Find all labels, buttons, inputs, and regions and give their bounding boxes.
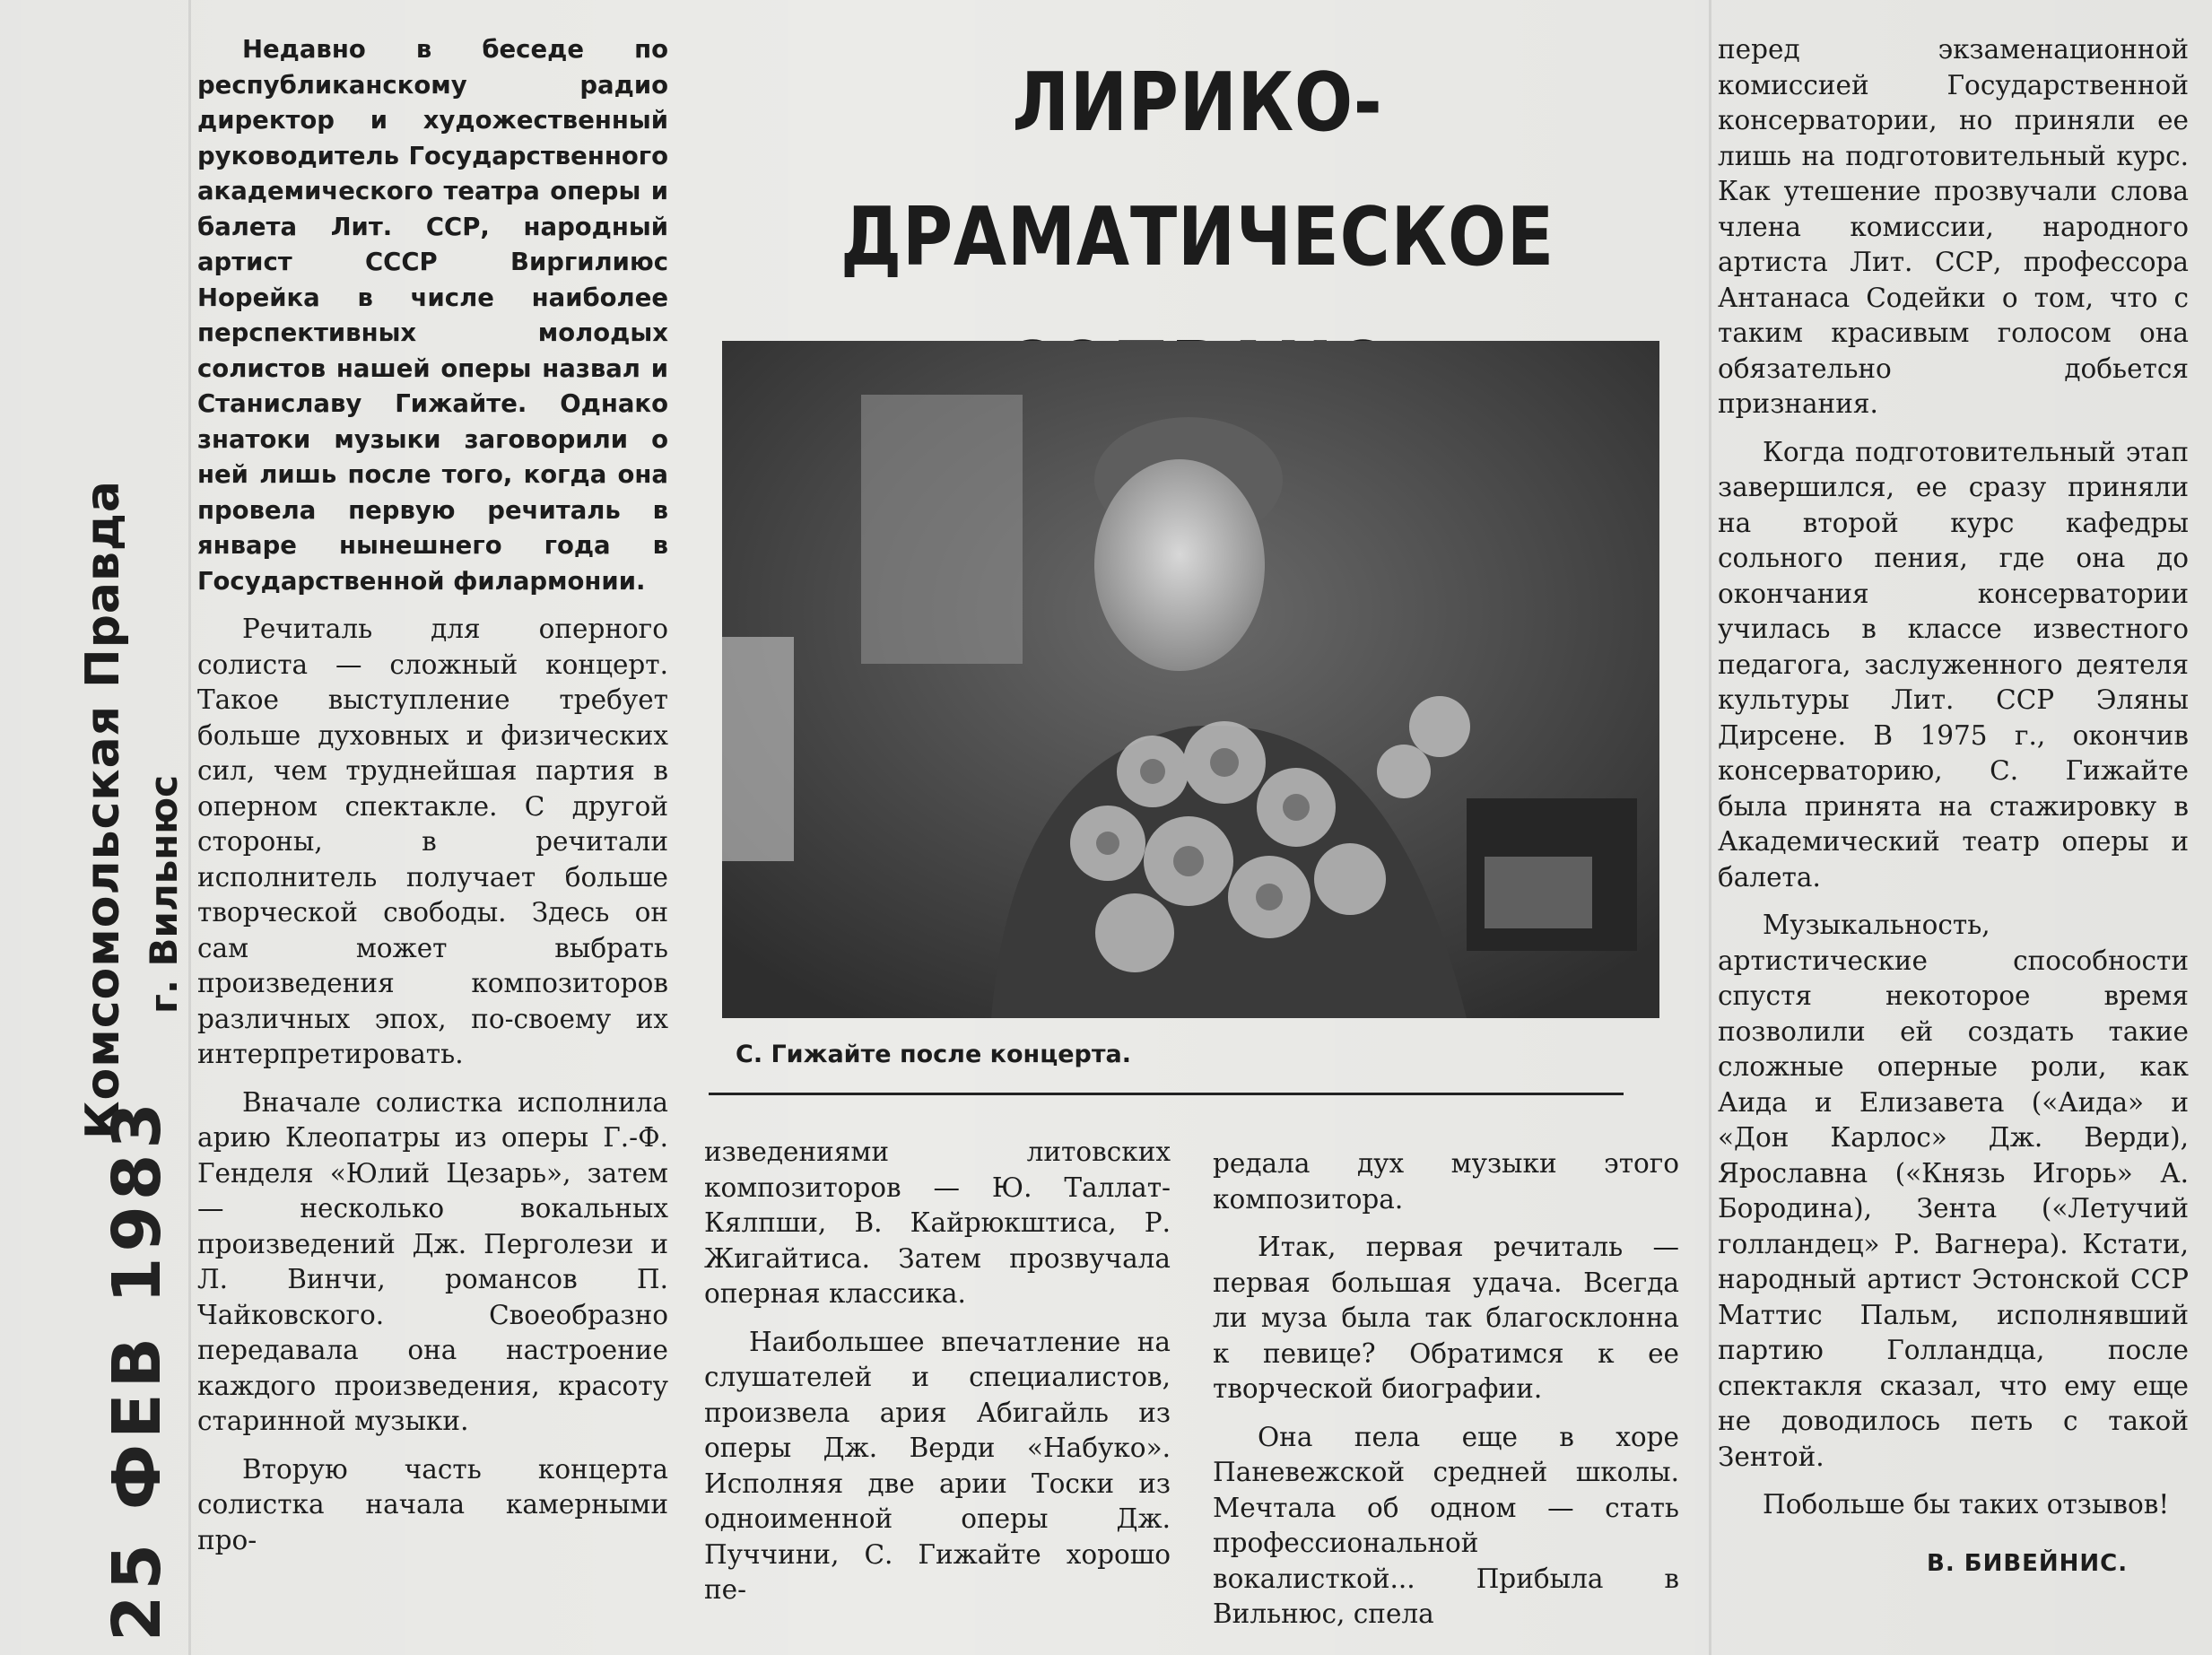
photo-caption: С. Гижайте после концерта. <box>736 1041 1131 1068</box>
stamp-newspaper-name: Комсомольская Правда <box>76 480 130 1139</box>
article-paragraph: Она пела еще в хоре Паневежской средней школы. Мечтала об одном — стать профессиональной вокалисткой... Прибыла в Вильнюс, спела <box>1213 1421 1679 1629</box>
article-paragraph: Итак, первая речиталь — первая большая удача. Всегда ли муза была так благосклонна к певице? Обратимся к ее творческой биографии. <box>1213 1232 1679 1404</box>
paper-fold-line <box>1709 0 1711 1655</box>
paper-fold-line <box>188 0 191 1655</box>
article-paragraph: Музыкальность, артистические способности спустя некоторое время позволили ей создать такие сложные оперные роли, как Аида и Елизавета («Аида» и «Дон Карлос» Дж. Верди), Ярославна («Князь Игорь» А. Бородина), Зента («Летучий голландец» Р. Вагнера). Кстати, народный артист Эстонской ССР Маттис Пальм, исполнявший партию Голландца, после спектакля сказал, что ему еще не доводилось петь с такой Зентой. <box>1718 910 2189 1472</box>
divider-rule <box>709 1093 1624 1095</box>
stamp-date: 25 ФЕВ 1983 <box>99 1097 176 1642</box>
article-paragraph: Вначале солистка исполнила арию Клеопатры из оперы Г.-Ф. Генделя «Юлий Цезарь», затем — несколько вокальных произведений Дж. Перголези и Л. Винчи, романсов П. Чайковского. Своеобразно передавала она настроение каждого произведения, красоту старинной музыки. <box>197 1086 668 1436</box>
article-paragraph: Наибольшее впечатление на слушателей и специалистов, произвела ария Абигайль из оперы Дж. Верди «Набуко». Исполняя две арии Тоски из одноименной оперы Дж. Пуччини, С. Гижайте хорошо пе- <box>704 1326 1171 1605</box>
column-1 <box>197 32 668 1558</box>
article-paragraph: изведениями литовских композиторов — Ю. Таллат-Кялпши, В. Кайрюкштиса, Р. Жигайтиса. Затем прозвучала оперная классика. <box>704 1137 1171 1309</box>
column-2 <box>704 1135 1171 1608</box>
photo-image <box>722 341 1659 1018</box>
article-paragraph: редала дух музыки этого композитора. <box>1213 1148 1679 1215</box>
column-4 <box>1718 32 2189 1523</box>
stamp-city: г. Вильнюс <box>142 774 186 1014</box>
singer-photo <box>722 341 1659 1018</box>
author-signature: В. БИВЕЙНИС. <box>1927 1550 2129 1577</box>
article-paragraph: Речиталь для оперного солиста — сложный концерт. Такое выступление требует больше духовных и физических сил, чем труднейшая партия в оперном спектакле. С другой стороны, в речитали исполнитель получает больше творческой свободы. Здесь он сам может выбрать произведения композиторов различных эпох, по-своему их интерпретировать. <box>197 614 668 1069</box>
archive-stamp <box>36 480 186 1642</box>
column-3 <box>1213 1146 1679 1633</box>
lead-paragraph: Недавно в беседе по республиканскому радио директор и художественный руководитель Государственного академического театра оперы и балета Лит. ССР, народный артист СССР Виргилиюс Норейка в числе наиболее перспективных молодых солистов нашей оперы назвал и Станиславу Гижайте. Однако знатоки музыки заговорили о ней лишь после того, когда она провела первую речиталь в январе нынешнего года в Государственной филармонии. <box>197 35 668 596</box>
article-paragraph: Побольше бы таких отзывов! <box>1763 1489 2170 1520</box>
article-paragraph: Когда подготовительный этап завершился, ее сразу приняли на второй курс кафедры сольного пения, где она до окончания консерватории училась в классе известного педагога, заслуженного деятеля культуры Лит. ССР Эляны Дирсене. В 1975 г., окончив консерваторию, С. Гижайте была принята на стажировку в Академический театр оперы и балета. <box>1718 436 2189 893</box>
article-paragraph: Вторую часть концерта солистка начала камерными про- <box>197 1453 668 1555</box>
title-line-1: ЛИРИКО-ДРАМАТИЧЕСКОЕ <box>840 56 1555 284</box>
article-paragraph: перед экзаменационной комиссией Государственной консерватории, но приняли ее лишь на подготовительный курс. Как утешение прозвучали слова члена комиссии, народного артиста Лит. ССР, профессора Антанаса Содейки о том, что с таким красивым голосом она обязательно добьется признания. <box>1718 34 2189 419</box>
